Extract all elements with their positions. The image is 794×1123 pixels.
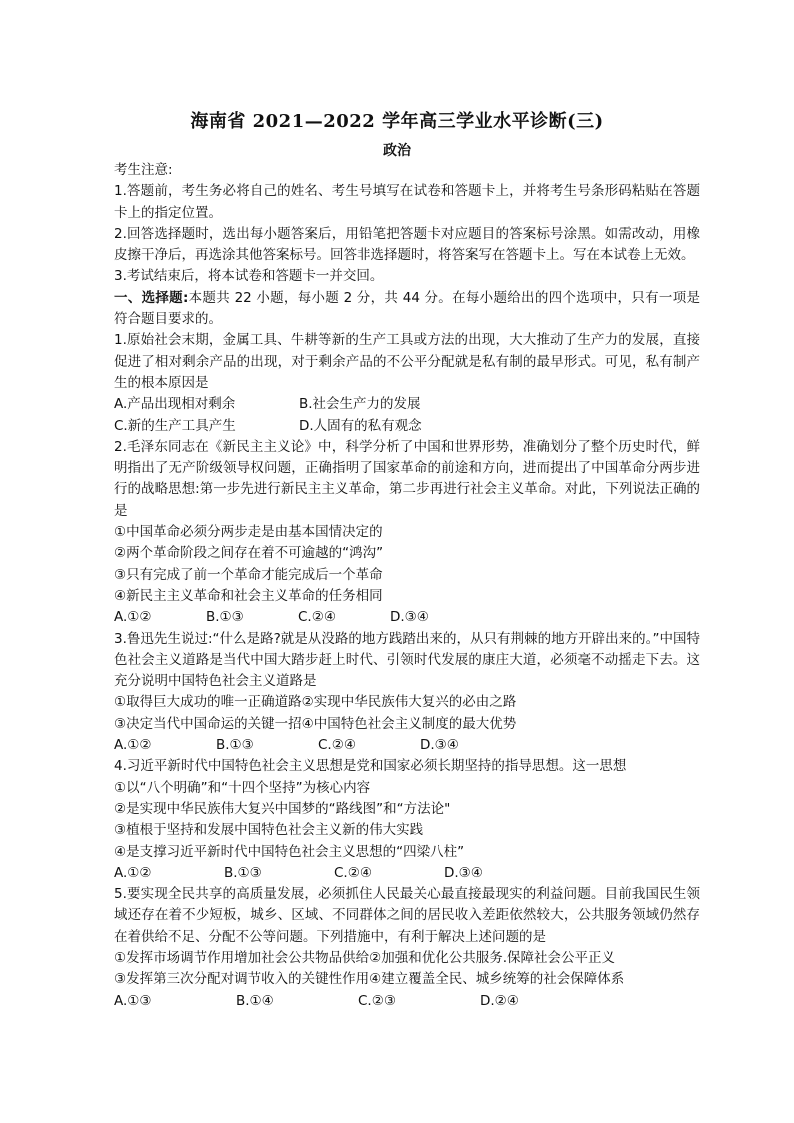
question-options: [114, 416, 700, 437]
question-statement: ③决定当代中国命运的关键一招④中国特色社会主义制度的最大优势: [114, 715, 517, 732]
option-d: D.人固有的私有观念: [299, 417, 422, 434]
option-c: C.②④: [334, 864, 372, 881]
section-instructions: [114, 288, 700, 331]
section-label: 一、选择题:: [114, 289, 189, 306]
question-statement: ①发挥市场调节作用增加社会公共物品供给②加强和优化公共服务.保障社会公平正义: [114, 949, 615, 966]
option-b: B.①③: [224, 864, 262, 881]
notice-item: 3.考试结束后，将本试卷和答题卡一并交回。: [114, 268, 384, 285]
question-statement: ③发挥第三次分配对调节收入的关键性作用④建立覆盖全民、城乡统筹的社会保障体系: [114, 971, 625, 988]
question-options: [114, 735, 700, 756]
section-text: 本题共 22 小题，每小题 2 分，共 44 分。在每小题给出的四个选项中，只有一项是符合题目要求的。: [114, 289, 700, 328]
question-options: [114, 394, 700, 415]
option-c: C.②③: [358, 992, 396, 1009]
question-options: [114, 991, 700, 1012]
question-stem: 5.要实现全民共享的高质量发展，必须抓住人民最关心最直接最现实的利益问题。目前我国民生领域还存在着不少短板，城乡、区域、不同群体之间的居民收入差距依然较大，公共服务领域仍然存在着供给不足、分配不公等问题。下列措施中，有利于解决上述问题的是: [114, 886, 700, 945]
question-stem: 4.习近平新时代中国特色社会主义思想是党和国家必须长期坚持的指导思想。这一思想: [114, 758, 627, 775]
option-d: D.③④: [390, 609, 429, 626]
option-b: B.社会生产力的发展: [299, 396, 421, 413]
question-statement: ④是支撑习近平新时代中国特色社会主义思想的“四梁八柱”: [114, 843, 465, 860]
question-stem: 2.毛泽东同志在《新民主主义论》中，科学分析了中国和世界形势，准确划分了整个历史时代，鲜明指出了无产阶级领导权问题，正确指明了国家革命的前途和方向，进而提出了中国革命分两步进行的战略思想:第一步先进行新民主主义革命，第二步再进行社会主义革命。对此，下列说法正确的是: [114, 438, 700, 519]
option-a: A.①②: [114, 737, 152, 754]
question-statement: ③植根于坚持和发展中国特色社会主义新的伟大实践: [114, 822, 424, 839]
option-b: B.①③: [206, 609, 244, 626]
option-d: D.②④: [480, 992, 519, 1009]
option-a: A.产品出现相对剩余: [114, 396, 236, 413]
option-b: B.①③: [216, 737, 254, 754]
notice-heading: 考生注意:: [114, 162, 173, 178]
exam-subject: 政治: [383, 143, 411, 159]
option-b: B.①④: [236, 992, 274, 1009]
option-a: A.①③: [114, 992, 152, 1009]
notice-item: 2.回答选择题时，选出每小题答案后，用铅笔把答题卡对应题目的答案标号涂黑。如需改动，用橡皮擦干净后，再选涂其他答案标号。回答非选择题时，将答案写在答题卡上。写在本试卷上无效。: [114, 225, 700, 264]
exam-title: 海南省 2021—2022 学年高三学业水平诊断(三): [190, 111, 604, 132]
option-a: A.①②: [114, 609, 152, 626]
question-statement: ①取得巨大成功的唯一正确道路②实现中华民族伟大复兴的必由之路: [114, 694, 517, 711]
question-statement: ②两个革命阶段之间存在着不可逾越的“鸿沟”: [114, 545, 384, 562]
option-c: C.②④: [298, 609, 336, 626]
exam-content: [114, 160, 700, 1012]
question-statement: ②是实现中华民族伟大复兴中国梦的“路线图”和“方法论": [114, 800, 451, 817]
question-statement: ①以“八个明确”和“十四个坚持”为核心内容: [114, 779, 371, 796]
question-stem: 1.原始社会末期，金属工具、牛耕等新的生产工具或方法的出现，大大推动了生产力的发展，直接促进了相对剩余产品的出现，对于剩余产品的不公平分配就是私有制的最早形式。可见，私有制产生的根本原因是: [114, 332, 700, 391]
question-options: [114, 863, 700, 884]
option-c: C.新的生产工具产生: [114, 417, 236, 434]
option-d: D.③④: [444, 864, 483, 881]
question-options: [114, 607, 700, 628]
question-statement: ①中国革命必须分两步走是由基本国情决定的: [114, 524, 383, 541]
question-statement: ③只有完成了前一个革命才能完成后一个革命: [114, 566, 383, 583]
option-c: C.②④: [318, 737, 356, 754]
option-a: A.①②: [114, 864, 152, 881]
option-d: D.③④: [420, 737, 459, 754]
question-statement: ④新民主主义革命和社会主义革命的任务相同: [114, 587, 383, 604]
question-stem: 3.鲁迅先生说过:“什么是路?就是从没路的地方践踏出来的，从只有荆棘的地方开辟出来的。”中国特色社会主义道路是当代中国大踏步赶上时代、引领时代发展的康庄大道，必须毫不动摇走下去。这充分说明中国特色社会主义道路是: [114, 630, 700, 690]
notice-item: 1.答题前，考生务必将自己的姓名、考生号填写在试卷和答题卡上，并将考生号条形码粘贴在答题卡上的指定位置。: [114, 183, 700, 221]
